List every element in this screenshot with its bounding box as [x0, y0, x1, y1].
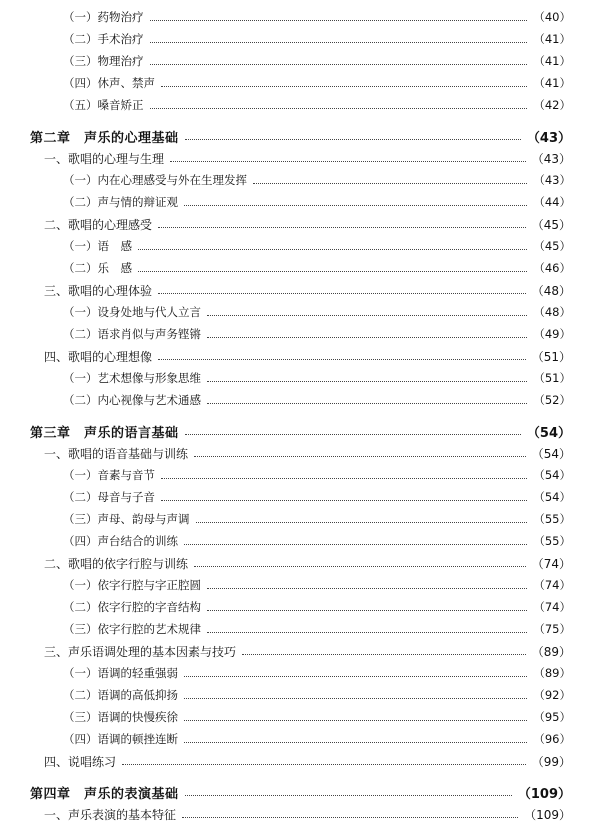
toc-entry-label: （三）声母、韵母与声调 — [63, 512, 190, 526]
toc-page-number: （43） — [533, 173, 571, 187]
toc-subsection-row — [0, 389, 597, 411]
toc-section-row — [0, 552, 597, 574]
toc-page-number: （46） — [533, 261, 571, 275]
toc-subsection-row — [0, 323, 597, 345]
toc-page-number: （51） — [533, 371, 571, 385]
toc-entry-label: （一）语调的轻重强弱 — [63, 666, 178, 680]
toc-entry-label: （三）语调的快慢疾徐 — [63, 710, 178, 724]
toc-subsection-row — [0, 367, 597, 389]
toc-page-number: （41） — [533, 76, 571, 90]
toc-page-number: （42） — [533, 98, 571, 112]
dot-leader — [185, 795, 512, 796]
toc-page-number: （99） — [531, 754, 571, 769]
toc-section-row — [0, 213, 597, 235]
toc-section-row — [0, 345, 597, 367]
toc-subsection-row — [0, 706, 597, 728]
dot-leader — [158, 227, 526, 228]
toc-subsection-row — [0, 486, 597, 508]
toc-section-row — [0, 442, 597, 464]
dot-leader — [207, 610, 527, 611]
toc-entry-label: （一）设身处地与代人立言 — [63, 305, 201, 319]
toc-subsection-row — [0, 191, 597, 213]
dot-leader — [122, 764, 526, 765]
toc-entry-label: （一）音素与音节 — [63, 468, 155, 482]
toc-subsection-row — [0, 169, 597, 191]
toc-entry-label: 第三章 声乐的语言基础 — [30, 422, 181, 441]
toc-entry-label: （二）乐 感 — [63, 261, 132, 275]
toc-entry-label: 二、歌唱的心理感受 — [44, 217, 153, 232]
dot-leader — [138, 249, 527, 250]
toc-entry-label: 第二章 声乐的心理基础 — [30, 127, 181, 146]
toc-section-row — [0, 750, 597, 772]
toc-entry-label: （二）语求肖似与声务铿锵 — [63, 327, 201, 341]
toc-page-number: （43） — [526, 130, 571, 146]
dot-leader — [207, 403, 527, 404]
dot-leader — [150, 108, 528, 109]
dot-leader — [184, 742, 527, 743]
toc-page-number: （49） — [533, 327, 571, 341]
toc-section-row — [0, 147, 597, 169]
dot-leader — [207, 337, 527, 338]
toc-page-number: （109） — [517, 786, 571, 802]
toc-page-number: （51） — [531, 349, 571, 364]
dot-leader — [184, 205, 527, 206]
toc-page-number: （45） — [533, 239, 571, 253]
dot-leader — [185, 434, 521, 435]
dot-leader — [150, 42, 528, 43]
toc-page-number: （41） — [533, 54, 571, 68]
toc-page-number: （74） — [533, 600, 571, 614]
toc-subsection-row — [0, 662, 597, 684]
toc-page-number: （74） — [531, 556, 571, 571]
toc-entry-label: 三、歌唱的心理体验 — [44, 283, 153, 298]
toc-entry-label: 四、歌唱的心理想像 — [44, 349, 153, 364]
dot-leader — [150, 20, 528, 21]
toc-entry-label: （三）物理治疗 — [63, 54, 144, 68]
dot-leader — [184, 698, 527, 699]
toc-subsection-row — [0, 596, 597, 618]
dot-leader — [138, 271, 527, 272]
toc-subsection-row — [0, 530, 597, 552]
toc-entry-label: （二）母音与子音 — [63, 490, 155, 504]
toc-entry-label: 一、歌唱的语音基础与训练 — [44, 446, 189, 461]
toc-entry-label: （二）声与情的辩证观 — [63, 195, 178, 209]
toc-page-number: （48） — [533, 305, 571, 319]
toc-entry-label: （一）内在心理感受与外在生理发挥 — [63, 173, 247, 187]
toc-entry-label: 一、声乐表演的基本特征 — [44, 807, 177, 822]
dot-leader — [194, 456, 526, 457]
toc-subsection-row — [0, 235, 597, 257]
toc-entry-label: 一、歌唱的心理与生理 — [44, 151, 165, 166]
toc-page-number: （48） — [531, 283, 571, 298]
toc-page-number: （89） — [531, 644, 571, 659]
toc-entry-label: （一）药物治疗 — [63, 10, 144, 24]
toc-entry-label: （一）艺术想像与形象思维 — [63, 371, 201, 385]
toc-subsection-row — [0, 94, 597, 116]
toc-entry-label: （四）休声、禁声 — [63, 76, 155, 90]
toc-section-row — [0, 640, 597, 662]
toc-entry-label: （一）语 感 — [63, 239, 132, 253]
toc-chapter-row — [0, 420, 597, 442]
toc-page-number: （54） — [531, 446, 571, 461]
dot-leader — [184, 676, 527, 677]
toc-section-row — [0, 279, 597, 301]
toc-page-number: （40） — [533, 10, 571, 24]
toc-entry-label: （二）内心视像与艺术通感 — [63, 393, 201, 407]
toc-page-number: （44） — [533, 195, 571, 209]
dot-leader — [185, 139, 521, 140]
toc-entry-label: （二）语调的高低抑扬 — [63, 688, 178, 702]
toc-page-number: （54） — [526, 425, 571, 441]
dot-leader — [158, 293, 526, 294]
toc-subsection-row — [0, 464, 597, 486]
toc-page-number: （54） — [533, 490, 571, 504]
toc-page-number: （109） — [524, 807, 571, 822]
toc-subsection-row — [0, 257, 597, 279]
toc-chapter-row — [0, 781, 597, 803]
toc-chapter-row — [0, 125, 597, 147]
toc-page-number: （41） — [533, 32, 571, 46]
dot-leader — [253, 183, 527, 184]
toc-page-number: （55） — [533, 512, 571, 526]
toc-page-number: （74） — [533, 578, 571, 592]
toc-page-number: （95） — [533, 710, 571, 724]
dot-leader — [207, 381, 527, 382]
toc-page-number: （55） — [533, 534, 571, 548]
dot-leader — [182, 817, 518, 818]
dot-leader — [150, 64, 528, 65]
toc-subsection-row — [0, 618, 597, 640]
toc-subsection-row — [0, 684, 597, 706]
toc-subsection-row — [0, 301, 597, 323]
toc-entry-label: 第四章 声乐的表演基础 — [30, 783, 181, 802]
toc-entry-label: （四）语调的顿挫连断 — [63, 732, 178, 746]
toc-page-number: （75） — [533, 622, 571, 636]
dot-leader — [196, 522, 528, 523]
toc-subsection-row — [0, 50, 597, 72]
toc-entry-label: 四、说唱练习 — [44, 754, 117, 769]
toc-page-number: （89） — [533, 666, 571, 680]
dot-leader — [170, 161, 526, 162]
toc-page-number: （54） — [533, 468, 571, 482]
dot-leader — [161, 500, 527, 501]
toc-subsection-row — [0, 574, 597, 596]
toc-subsection-row — [0, 28, 597, 50]
dot-leader — [184, 720, 527, 721]
dot-leader — [207, 632, 527, 633]
toc-section-row — [0, 803, 597, 825]
table-of-contents — [0, 6, 597, 825]
toc-entry-label: 二、歌唱的依字行腔与训练 — [44, 556, 189, 571]
dot-leader — [184, 544, 527, 545]
toc-entry-label: 三、声乐语调处理的基本因素与技巧 — [44, 644, 237, 659]
toc-entry-label: （四）声台结合的训练 — [63, 534, 178, 548]
dot-leader — [161, 478, 527, 479]
toc-page-number: （52） — [533, 393, 571, 407]
dot-leader — [158, 359, 526, 360]
toc-entry-label: （五）嗓音矫正 — [63, 98, 144, 112]
dot-leader — [194, 566, 526, 567]
toc-entry-label: （二）手术治疗 — [63, 32, 144, 46]
toc-page-number: （92） — [533, 688, 571, 702]
toc-subsection-row — [0, 72, 597, 94]
toc-entry-label: （一）依字行腔与字正腔圆 — [63, 578, 201, 592]
toc-entry-label: （二）依字行腔的字音结构 — [63, 600, 201, 614]
toc-page-number: （45） — [531, 217, 571, 232]
toc-page-number: （43） — [531, 151, 571, 166]
toc-page-number: （96） — [533, 732, 571, 746]
dot-leader — [207, 588, 527, 589]
dot-leader — [161, 86, 527, 87]
dot-leader — [242, 654, 526, 655]
toc-subsection-row — [0, 508, 597, 530]
dot-leader — [207, 315, 527, 316]
toc-subsection-row — [0, 728, 597, 750]
toc-entry-label: （三）依字行腔的艺术规律 — [63, 622, 201, 636]
toc-subsection-row — [0, 6, 597, 28]
